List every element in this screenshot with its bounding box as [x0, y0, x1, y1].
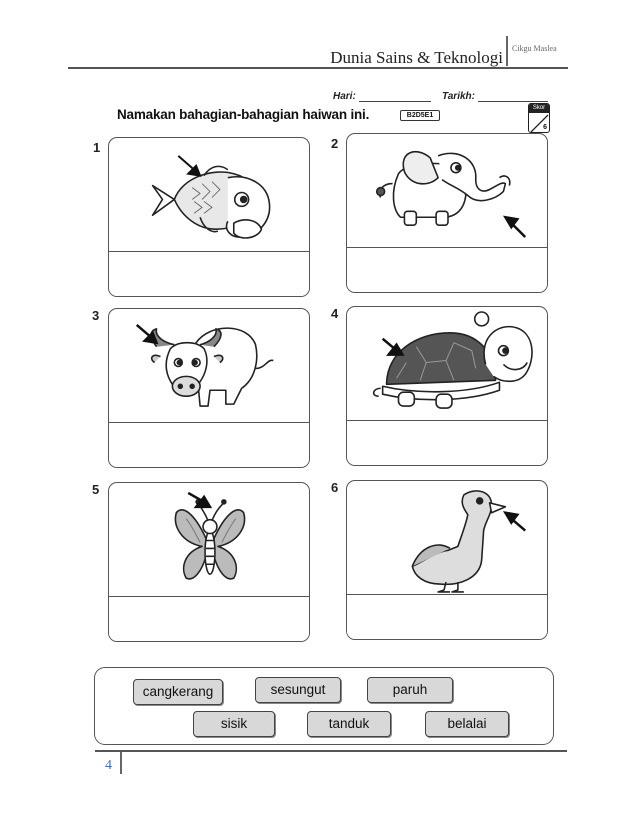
- header-rule: [68, 67, 568, 69]
- question-card-5: [108, 482, 310, 642]
- footer-divider: [120, 752, 122, 774]
- page-number: 4: [105, 758, 112, 773]
- date-label: Tarikh:: [442, 91, 475, 102]
- score-label: Skor: [529, 104, 549, 113]
- date-field: [442, 91, 548, 102]
- answer-box-5[interactable]: [109, 598, 309, 642]
- author-label: Cikgu Maslea: [512, 44, 557, 53]
- word-card-belalai[interactable]: belalai: [425, 711, 509, 737]
- instruction-text: Namakan bahagian-bahagian haiwan ini.: [117, 107, 370, 122]
- question-number-4: 4: [331, 306, 339, 321]
- answer-box-2[interactable]: [347, 249, 547, 293]
- question-card-4: [346, 306, 548, 466]
- buffalo-icon: [109, 309, 309, 422]
- picture-panel: [347, 134, 547, 248]
- elephant-icon: [347, 134, 547, 247]
- goose-icon: [347, 481, 547, 594]
- question-number-5: 5: [92, 482, 100, 497]
- answer-box-3[interactable]: [109, 424, 309, 468]
- word-card-sisik[interactable]: sisik: [193, 711, 275, 737]
- score-box: [528, 103, 550, 133]
- picture-panel: [347, 481, 547, 595]
- word-card-paruh[interactable]: paruh: [367, 677, 453, 703]
- answer-box-6[interactable]: [347, 596, 547, 640]
- day-label: Hari:: [333, 91, 356, 102]
- worksheet-code: B2D5E1: [400, 110, 440, 121]
- word-card-cangkerang[interactable]: cangkerang: [133, 679, 223, 705]
- picture-panel: [109, 483, 309, 597]
- header-divider: [506, 36, 508, 66]
- question-number-6: 6: [331, 480, 339, 495]
- butterfly-icon: [109, 483, 309, 596]
- question-card-2: [346, 133, 548, 293]
- tortoise-icon: [347, 307, 547, 420]
- day-blank[interactable]: [359, 101, 431, 102]
- question-number-1: 1: [93, 140, 101, 155]
- question-card-6: [346, 480, 548, 640]
- question-number-2: 2: [331, 136, 339, 151]
- question-card-1: [108, 137, 310, 297]
- answer-box-1[interactable]: [109, 253, 309, 297]
- fish-icon: [109, 138, 309, 251]
- word-bank: [94, 667, 554, 745]
- question-card-3: [108, 308, 310, 468]
- picture-panel: [347, 307, 547, 421]
- footer-rule: [95, 750, 567, 752]
- answer-box-4[interactable]: [347, 422, 547, 466]
- word-card-tanduk[interactable]: tanduk: [307, 711, 391, 737]
- picture-panel: [109, 309, 309, 423]
- word-card-sesungut[interactable]: sesungut: [255, 677, 341, 703]
- day-field: [333, 91, 431, 102]
- document-title: Dunia Sains & Teknologi: [330, 48, 503, 67]
- question-number-3: 3: [92, 308, 100, 323]
- score-max: 6: [543, 124, 547, 131]
- picture-panel: [109, 138, 309, 252]
- date-blank[interactable]: [478, 101, 548, 102]
